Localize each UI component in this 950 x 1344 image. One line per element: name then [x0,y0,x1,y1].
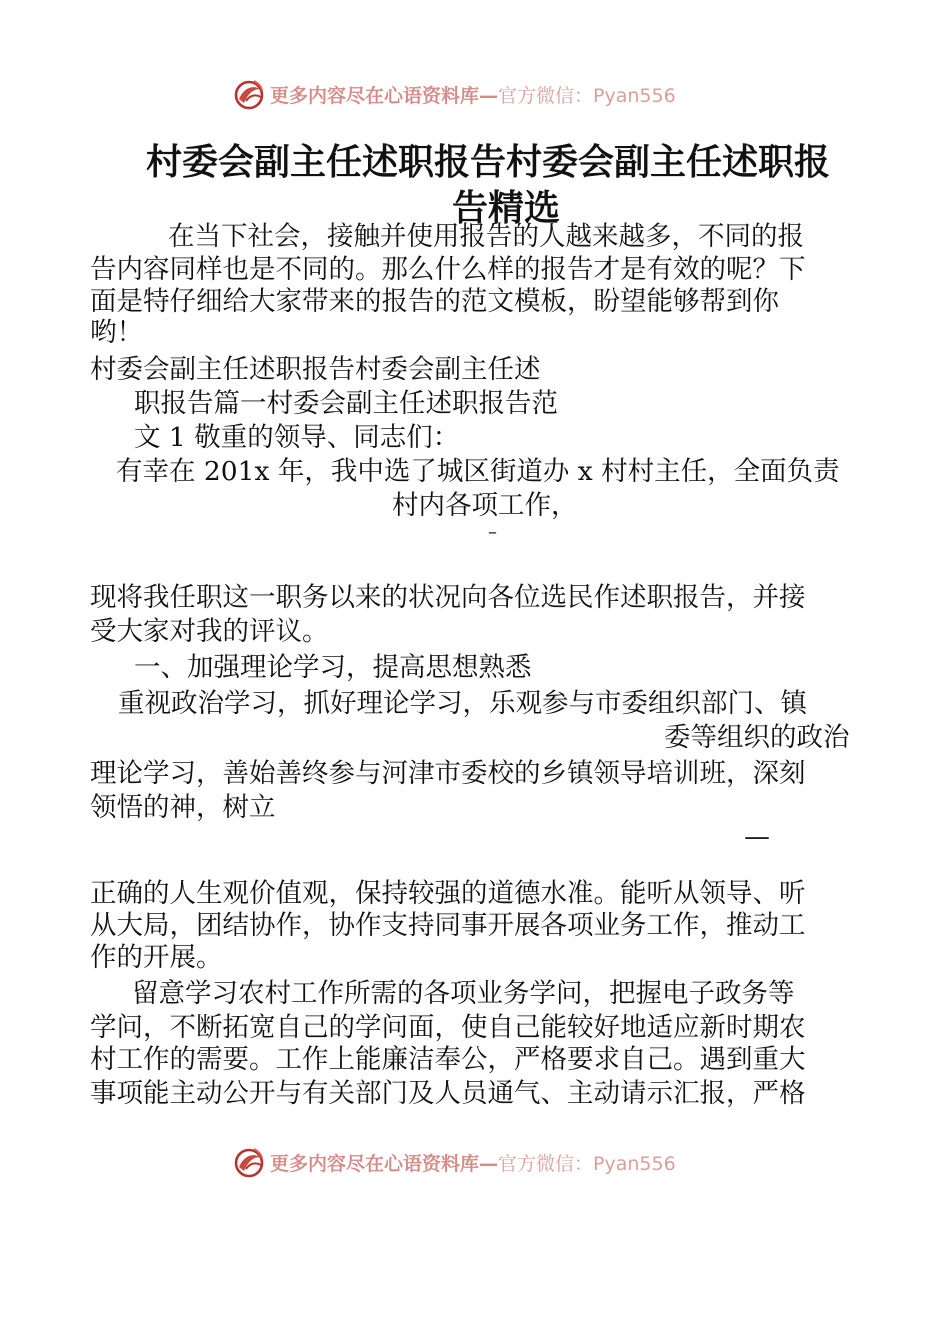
banner-separator: — [479,1152,499,1175]
body-line-6: 村工作的需要。工作上能廉洁奉公，严格要求自己。遇到重大 [90,1044,806,1075]
body-line-3: 作的开展。 [90,942,223,973]
report-line-1: 现将我任职这一职务以来的状况向各位选民作述职报告，并接 [90,582,806,613]
body-line-4: 留意学习农村工作所需的各项业务学问，把握电子政务等 [132,978,795,1009]
footer-banner [232,1144,676,1180]
banner-text [270,81,676,108]
page-mark-2: — [744,822,770,852]
document-title-line-2: 告精选 [452,188,561,229]
brand-logo-icon [232,77,266,111]
body-line-2: 从大局，团结协作，协作支持同事开展各项业务工作，推动工 [90,910,806,941]
section-1-line-4: 领悟的神，树立 [90,792,276,823]
banner-wechat-text: 官方微信：Pyan556 [498,84,676,107]
section-1-line-2: 委等组织的政治 [664,722,850,753]
section-1-heading: 一、加强理论学习，提高思想熟悉 [134,652,532,683]
banner-separator: — [479,84,499,107]
section-1-line-1: 重视政治学习，抓好理论学习，乐观参与市委组织部门、镇 [118,688,807,719]
subheading-line-3: 文 1 敬重的领导、同志们： [134,422,460,453]
page-mark-1: – [488,522,497,543]
intro-line-1: 在当下社会，接触并使用报告的人越来越多，不同的报 [168,221,804,252]
banner-wechat-text: 官方微信：Pyan556 [498,1152,676,1175]
subheading-line-1: 村委会副主任述职报告村委会副主任述 [90,354,541,385]
body-line-1: 正确的人生观价值观，保持较强的道德水准。能听从领导、听 [90,878,806,909]
opening-line-1: 有幸在 201x 年，我中选了城区街道办 x 村村主任，全面负责 [116,456,840,487]
banner-library-text: 更多内容尽在心语资料库 [270,84,480,107]
subheading-line-2: 职报告篇一村委会副主任述职报告范 [134,388,558,419]
opening-line-2: 村内各项工作， [392,490,578,521]
document-title-line-1: 村委会副主任述职报告村委会副主任述职报 [146,142,831,183]
intro-line-2: 告内容同样也是不同的。那么什么样的报告才是有效的呢？下 [90,254,806,285]
banner-text [270,1149,676,1176]
intro-line-4: 哟！ [90,317,143,348]
banner-library-text: 更多内容尽在心语资料库 [270,1152,480,1175]
section-1-line-3: 理论学习，善始善终参与河津市委校的乡镇领导培训班，深刻 [90,758,806,789]
body-line-5: 学问，不断拓宽自己的学问面，使自己能较好地适应新时期农 [90,1012,806,1043]
body-line-7: 事项能主动公开与有关部门及人员通气、主动请示汇报，严格 [90,1078,806,1109]
header-banner [232,76,676,112]
report-line-2: 受大家对我的评议。 [90,616,329,647]
brand-logo-icon [232,1145,266,1179]
intro-line-3: 面是特仔细给大家带来的报告的范文模板，盼望能够帮到你 [90,286,779,317]
